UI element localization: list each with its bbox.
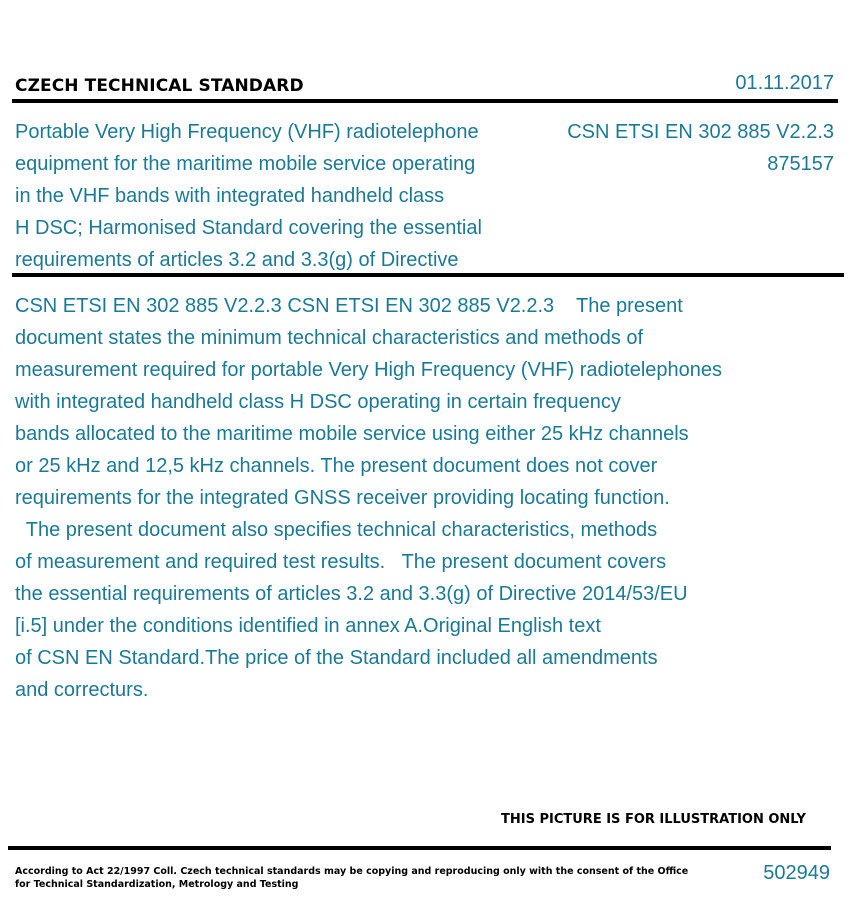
description-line: CSN ETSI EN 302 885 V2.2.3 CSN ETSI EN 302 885 V2.2.3 The present (15, 295, 683, 317)
illustration-disclaimer: THIS PICTURE IS FOR ILLUSTRATION ONLY (501, 812, 806, 827)
standard-title-line: in the VHF bands with integrated handheld class (15, 185, 445, 207)
description-line: of CSN EN Standard.The price of the Standard included all amendments (15, 647, 658, 669)
description-line: and correcturs. (15, 679, 149, 701)
standard-title-line: H DSC; Harmonised Standard covering the essential (15, 217, 482, 239)
standard-identifier (567, 116, 834, 180)
footer-divider (8, 846, 831, 850)
document-type-heading: CZECH TECHNICAL STANDARD (15, 76, 304, 96)
standard-description (15, 290, 835, 706)
description-line: measurement required for portable Very High Frequency (VHF) radiotelephones (15, 359, 723, 381)
description-line: with integrated handheld class H DSC operating in certain frequency (15, 391, 621, 413)
standard-title-line: requirements of articles 3.2 and 3.3(g) of Directive (15, 249, 459, 271)
title-divider (12, 273, 844, 277)
description-line: document states the minimum technical characteristics and methods of (15, 327, 644, 349)
description-line: bands allocated to the maritime mobile service using either 25 kHz channels (15, 423, 689, 445)
description-line: or 25 kHz and 12,5 kHz channels. The present document does not cover (15, 455, 658, 477)
document-number: 502949 (763, 862, 830, 884)
standard-title (15, 116, 535, 276)
description-line: The present document also specifies technical characteristics, methods (15, 519, 658, 541)
standard-title-line: Portable Very High Frequency (VHF) radiotelephone (15, 121, 479, 143)
description-line: [i.5] under the conditions identified in annex A.Original English text (15, 615, 601, 637)
legal-notice (15, 865, 688, 891)
standard-title-line: equipment for the maritime mobile service operating (15, 153, 476, 175)
description-line: of measurement and required test results. The present document covers (15, 551, 667, 573)
header-divider (12, 99, 838, 103)
description-line: requirements for the integrated GNSS receiver providing locating function. (15, 487, 670, 509)
description-line: the essential requirements of articles 3.2 and 3.3(g) of Directive 2014/53/EU (15, 583, 688, 605)
legal-notice-line: for Technical Standardization, Metrology and Testing (15, 879, 299, 890)
catalog-number: 875157 (767, 153, 834, 175)
publication-date: 01.11.2017 (735, 72, 834, 94)
legal-notice-line: According to Act 22/1997 Coll. Czech technical standards may be copying and reproducing only with the consent of the Office (15, 866, 689, 877)
standard-code: CSN ETSI EN 302 885 V2.2.3 (567, 121, 834, 143)
